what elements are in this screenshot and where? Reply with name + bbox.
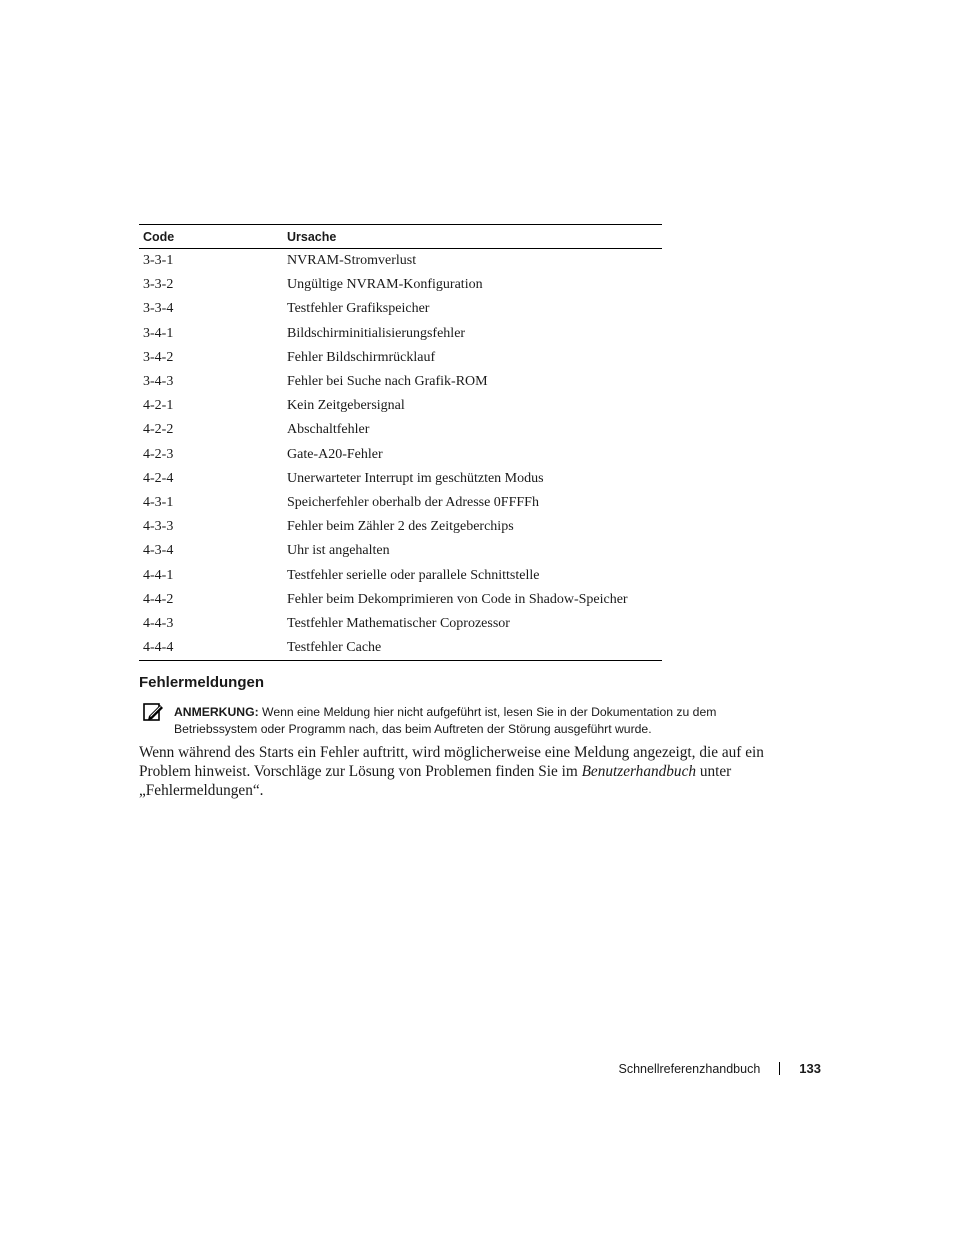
cell-code: 3-3-2 bbox=[143, 277, 174, 293]
cell-code: 4-4-3 bbox=[143, 615, 174, 631]
cell-code: 4-2-3 bbox=[143, 446, 174, 462]
cell-cause: Testfehler Grafikspeicher bbox=[287, 301, 430, 317]
note-text bbox=[174, 704, 774, 738]
cell-code: 3-4-2 bbox=[143, 349, 174, 365]
column-header-cause: Ursache bbox=[283, 225, 662, 249]
cell-code: 4-2-1 bbox=[143, 398, 174, 414]
table-row bbox=[139, 539, 662, 563]
table-row bbox=[139, 249, 662, 274]
section-heading: Fehlermeldungen bbox=[139, 674, 265, 691]
table-row bbox=[139, 515, 662, 539]
cell-code: 4-4-1 bbox=[143, 567, 174, 583]
footer-document-title: Schnellreferenzhandbuch bbox=[618, 1061, 761, 1076]
cell-cause: Testfehler Cache bbox=[283, 636, 662, 661]
cell-cause: Testfehler Mathematischer Coprozessor bbox=[287, 615, 510, 631]
cell-cause: Kein Zeitgebersignal bbox=[287, 398, 405, 414]
cell-cause: Unerwarteter Interrupt im geschützten Modus bbox=[287, 470, 544, 486]
table-row bbox=[139, 322, 662, 346]
cell-cause: Bildschirminitialisierungsfehler bbox=[287, 325, 466, 341]
cell-cause: Abschaltfehler bbox=[287, 422, 370, 438]
table-row bbox=[139, 273, 662, 297]
cell-code: 4-3-3 bbox=[143, 519, 174, 535]
cell-cause: Uhr ist angehalten bbox=[287, 543, 390, 559]
table-row bbox=[139, 491, 662, 515]
cell-code: 4-3-1 bbox=[143, 494, 174, 510]
cell-code: 3-4-3 bbox=[143, 374, 174, 390]
cell-code: 4-4-2 bbox=[143, 591, 174, 607]
cell-cause: Speicherfehler oberhalb der Adresse 0FFFFh bbox=[287, 494, 539, 510]
body-text-end: unter „Fehlermeldungen“. bbox=[139, 763, 732, 800]
cell-code: 4-2-2 bbox=[143, 422, 174, 438]
page-footer bbox=[619, 1061, 821, 1076]
body-paragraph bbox=[139, 743, 799, 801]
table-row bbox=[139, 297, 662, 321]
cell-cause: Gate-A20-Fehler bbox=[287, 446, 383, 462]
note-label: ANMERKUNG: bbox=[174, 705, 259, 719]
cell-cause: Fehler beim Zähler 2 des Zeitgeberchips bbox=[287, 519, 514, 535]
cell-code: 3-3-1 bbox=[143, 253, 174, 269]
table-row bbox=[139, 636, 662, 661]
table-row bbox=[139, 370, 662, 394]
table-row bbox=[139, 588, 662, 612]
cell-cause: NVRAM-Stromverlust bbox=[287, 253, 417, 269]
note-body: Wenn eine Meldung hier nicht aufgeführt ist, lesen Sie in der Dokumentation zu dem Betriebssystem oder Programm nach, das beim Auftreten der Störung ausgeführt wurde. bbox=[174, 705, 717, 736]
cell-cause: Ungültige NVRAM-Konfiguration bbox=[287, 277, 483, 293]
cell-cause: Fehler beim Dekomprimieren von Code in Shadow-Speicher bbox=[287, 591, 628, 607]
body-text-start: Wenn während des Starts ein Fehler auftritt, wird möglicherweise eine Meldung angezeigt, die auf ein Problem hinweist. Vorschläge zur Lösung von Problemen finden Sie im bbox=[139, 744, 764, 781]
cell-code: 3-4-1 bbox=[143, 325, 174, 341]
table-row bbox=[139, 563, 662, 587]
cell-cause: Testfehler serielle oder parallele Schnittstelle bbox=[287, 567, 540, 583]
cell-code: 4-4-4 bbox=[139, 636, 283, 661]
beep-code-table bbox=[139, 224, 662, 661]
cell-cause: Fehler bei Suche nach Grafik-ROM bbox=[287, 374, 488, 390]
note-pencil-icon bbox=[143, 702, 165, 722]
table-row bbox=[139, 443, 662, 467]
cell-cause: Fehler Bildschirmrücklauf bbox=[287, 349, 436, 365]
table-row bbox=[139, 346, 662, 370]
table-row bbox=[139, 612, 662, 636]
table-row bbox=[139, 467, 662, 491]
cell-code: 4-2-4 bbox=[143, 470, 174, 486]
footer-separator bbox=[779, 1062, 780, 1075]
manual-title-emphasis: Benutzerhandbuch bbox=[581, 763, 697, 781]
table-row bbox=[139, 394, 662, 418]
table-row bbox=[139, 418, 662, 442]
table-header-row bbox=[139, 225, 662, 249]
column-header-code: Code bbox=[139, 225, 283, 249]
cell-code: 3-3-4 bbox=[143, 301, 174, 317]
table-body bbox=[139, 249, 662, 661]
cell-code: 4-3-4 bbox=[143, 543, 174, 559]
page-number: 133 bbox=[799, 1061, 821, 1076]
